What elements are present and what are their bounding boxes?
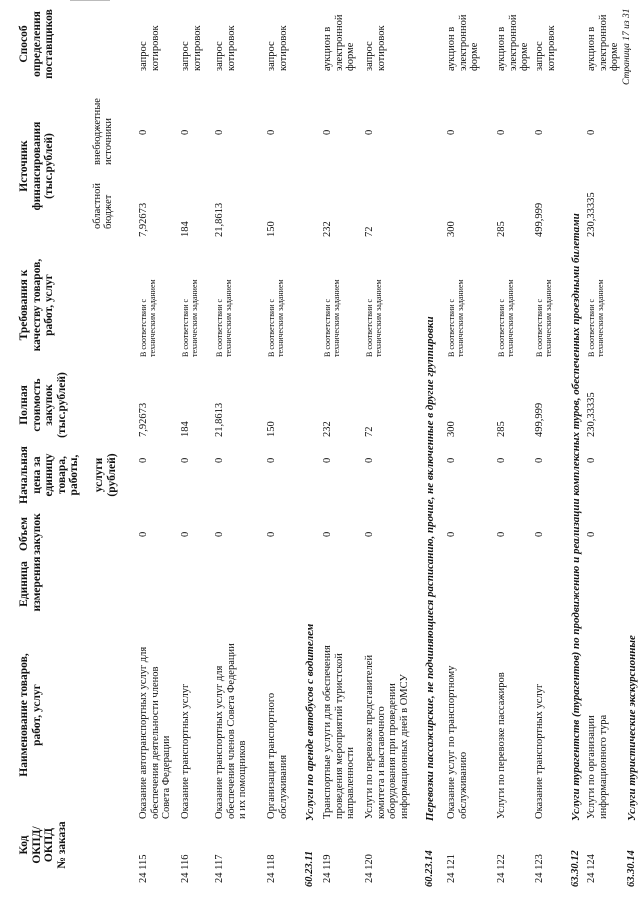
row-method: запрос (138, 41, 149, 71)
row-name: Услуги по перевозке пассажиров (496, 672, 507, 819)
row-volume: 0 (322, 531, 333, 537)
row-funding-extrabudget: 0 (214, 129, 225, 135)
row-volume: 0 (534, 531, 545, 537)
row-price: 0 (586, 457, 597, 463)
row-method: котировок (375, 25, 387, 71)
row-method: запрос (214, 41, 225, 71)
row-volume: 0 (446, 531, 457, 537)
row-name: Совета Федерации (161, 735, 172, 819)
header-method: Способ (18, 25, 30, 63)
row-code: 24 115 (138, 854, 149, 883)
row-method: аукцион в (322, 26, 333, 71)
header-funding: финансирования (30, 121, 43, 211)
header-volume: закупок (30, 513, 43, 555)
row-name: оборудования при проведении (387, 683, 398, 819)
row-volume: 0 (586, 531, 597, 537)
row-price: 0 (180, 457, 191, 463)
row-funding-regional: 499,999 (534, 202, 545, 237)
row-total: 230,33335 (586, 392, 597, 437)
row-name: направленности (345, 746, 356, 819)
header-price: Начальная (18, 446, 30, 504)
row-requirements: техническим заданием (374, 279, 383, 357)
row-requirements: В соответствии с (267, 298, 276, 357)
row-funding-extrabudget: 0 (586, 129, 597, 135)
header-price: услуги (93, 457, 105, 493)
row-method: запрос (180, 41, 191, 71)
row-name: Услуги по организации (586, 715, 597, 819)
row-method: форме (469, 42, 480, 71)
row-volume: 0 (266, 531, 277, 537)
row-funding-extrabudget: 0 (138, 129, 149, 135)
row-method: аукцион в (586, 26, 597, 71)
row-volume: 0 (180, 531, 191, 537)
row-name: обслуживанию (457, 751, 469, 819)
group-title: Услуги по аренде автобусов с водителем (304, 623, 316, 821)
row-requirements: техническим заданием (332, 279, 341, 357)
header-funding-extrabudget: внебюджетные (92, 98, 103, 165)
row-funding-extrabudget: 0 (180, 129, 191, 135)
row-requirements: В соответствии с (587, 298, 596, 357)
row-name: Оказание транспортных услуг для (214, 665, 225, 819)
row-volume: 0 (214, 531, 225, 537)
row-name: и их помощников (237, 740, 248, 819)
row-name: Оказание автотранспортных услуг для (138, 646, 149, 819)
row-code: 24 121 (446, 854, 457, 883)
header-unit: измерения (30, 556, 43, 612)
header-requirements: качеству товаров, (30, 258, 43, 352)
header-funding: (тыс.рублей) (43, 133, 55, 199)
row-requirements: В соответствии с (447, 298, 456, 357)
row-funding-regional: 230,33335 (586, 192, 597, 237)
header-total: закупок (43, 384, 55, 426)
row-total: 232 (322, 421, 333, 437)
row-method: котировок (191, 25, 203, 71)
row-method: форме (609, 42, 620, 71)
row-requirements: В соответствии с (535, 298, 544, 357)
group-code: 60.23.14 (424, 850, 435, 887)
row-name: обеспечения членов Совета Федерации (225, 643, 237, 819)
row-requirements: техническим заданием (544, 279, 553, 357)
row-price: 0 (214, 457, 225, 463)
row-price: 0 (496, 457, 507, 463)
row-method: форме (519, 42, 530, 71)
row-requirements: В соответствии с (497, 298, 506, 357)
row-method: форме (345, 42, 356, 71)
header-funding: Источник (18, 140, 30, 192)
row-requirements: В соответствии с (139, 298, 148, 357)
row-code: 24 123 (534, 854, 545, 883)
row-method: запрос (266, 41, 277, 71)
row-name: проведения мероприятий туристской (333, 653, 345, 819)
row-method: электронной (333, 14, 345, 71)
row-funding-extrabudget: 0 (496, 129, 507, 135)
row-code: 24 118 (266, 854, 277, 883)
header-unit: Единица (18, 561, 30, 607)
row-funding-extrabudget: 0 (364, 129, 375, 135)
header-funding-regional: бюджет (103, 194, 114, 229)
row-requirements: техническим заданием (506, 279, 515, 357)
row-requirements: техническим заданием (148, 279, 157, 357)
header-requirements: Требования к (18, 269, 30, 341)
row-funding-regional: 72 (364, 226, 375, 237)
row-funding-regional: 285 (496, 221, 507, 237)
row-requirements: В соответствии с (323, 298, 332, 357)
row-total: 72 (364, 426, 375, 437)
row-method: котировок (149, 25, 161, 71)
row-name: обслуживания (277, 754, 289, 819)
row-name: информационных дней в ОМСУ (398, 674, 410, 819)
row-funding-regional: 232 (322, 221, 333, 237)
header-price: товара, (55, 456, 68, 494)
header-code: ОКПД (43, 827, 55, 863)
row-name: обеспечения деятельности членов (149, 666, 161, 819)
row-code: 24 124 (586, 854, 597, 883)
row-code: 24 116 (180, 854, 191, 883)
header-funding-regional: областной (92, 183, 103, 229)
row-requirements: техническим заданием (456, 279, 465, 357)
row-total: 184 (180, 421, 191, 437)
row-total: 300 (446, 421, 457, 437)
row-total: 7,92673 (138, 402, 149, 437)
row-requirements: техническим заданием (224, 279, 233, 357)
row-volume: 0 (138, 531, 149, 537)
page-footer: Страница 17 из 31 (622, 8, 632, 85)
row-name: информационного тура (597, 714, 609, 819)
row-method: электронной (507, 14, 519, 71)
row-requirements: В соответствии с (181, 298, 190, 357)
header-funding-extrabudget: источники (103, 118, 114, 165)
group-title: Услуги турагентств (турагентов) по продвижению и реализации комплексных туров, обеспеченных проездными билетами (570, 213, 582, 821)
row-price: 0 (534, 457, 545, 463)
row-name: Оказание услуг по транспортному (446, 665, 457, 819)
header-code: Код (18, 835, 30, 855)
header-total: стоимость (30, 378, 43, 432)
row-price: 0 (266, 457, 277, 463)
header-price: цена за (30, 456, 43, 494)
row-funding-regional: 21,8613 (214, 202, 225, 237)
row-total: 150 (266, 421, 277, 437)
row-requirements: В соответствии с (365, 298, 374, 357)
group-title: Услуги туристические экскурсионные (626, 635, 638, 821)
row-funding-extrabudget: 0 (322, 129, 333, 135)
row-name: Транспортные услуги для обеспечения (322, 645, 333, 819)
row-name: Организация транспортного (266, 692, 277, 819)
row-code: 24 120 (364, 854, 375, 883)
header-total: (тыс.рублей) (55, 372, 68, 438)
row-total: 285 (496, 421, 507, 437)
header-method: поставщиков (43, 9, 55, 79)
group-title: Перевозки пассажирские, не подчиняющиеся расписанию, прочие, не включенные в другие группировки (424, 316, 436, 821)
header-name: работ, услуг (30, 684, 43, 746)
header-volume: Объем (18, 516, 30, 552)
header-code: № заказа (55, 821, 68, 869)
row-method: электронной (457, 14, 469, 71)
header-method: определения (30, 11, 43, 77)
row-requirements: В соответствии с (215, 298, 224, 357)
header-price: единицу (43, 453, 55, 497)
row-total: 21,8613 (214, 402, 225, 437)
row-name: Оказание транспортных услуг (180, 683, 191, 819)
row-requirements: техническим заданием (596, 279, 605, 357)
header-price: работы, (68, 454, 80, 496)
row-funding-regional: 300 (446, 221, 457, 237)
row-code: 24 117 (214, 854, 225, 883)
row-funding-extrabudget: 0 (266, 129, 277, 135)
row-name: Услуги по перевозке представителей (364, 654, 375, 819)
header-requirements: работ, услуг (43, 274, 55, 336)
row-method: аукцион в (496, 26, 507, 71)
row-method: электронной (597, 14, 609, 71)
row-price: 0 (138, 457, 149, 463)
group-code: 63.30.12 (570, 850, 581, 887)
row-requirements: техническим заданием (276, 279, 285, 357)
row-code: 24 122 (496, 854, 507, 883)
row-code: 24 119 (322, 854, 333, 883)
header-total: Полная (18, 385, 30, 425)
row-method: аукцион в (446, 26, 457, 71)
row-funding-regional: 7,92673 (138, 202, 149, 237)
row-funding-regional: 184 (180, 221, 191, 237)
row-price: 0 (364, 457, 375, 463)
group-code: 60.23.11 (304, 850, 315, 887)
row-volume: 0 (364, 531, 375, 537)
row-funding-extrabudget: 0 (534, 129, 545, 135)
row-price: 0 (446, 457, 457, 463)
row-requirements: техническим заданием (190, 279, 199, 357)
row-price: 0 (322, 457, 333, 463)
header-price: (рублей) (105, 453, 118, 497)
row-method: запрос (534, 41, 545, 71)
row-funding-regional: 150 (266, 221, 277, 237)
row-method: котировок (277, 25, 289, 71)
row-method: котировок (545, 25, 557, 71)
row-volume: 0 (496, 531, 507, 537)
row-total: 499,999 (534, 402, 545, 437)
header-code: ОКПД/ (30, 826, 43, 864)
row-method: запрос (364, 41, 375, 71)
row-method: котировок (225, 25, 237, 71)
row-name: Оказание транспортных услуг (534, 683, 545, 819)
row-name: комитета и выставочного (375, 706, 387, 819)
header-name: Наименование товаров, (18, 653, 30, 777)
group-code: 63.30.14 (626, 850, 637, 887)
row-funding-extrabudget: 0 (446, 129, 457, 135)
